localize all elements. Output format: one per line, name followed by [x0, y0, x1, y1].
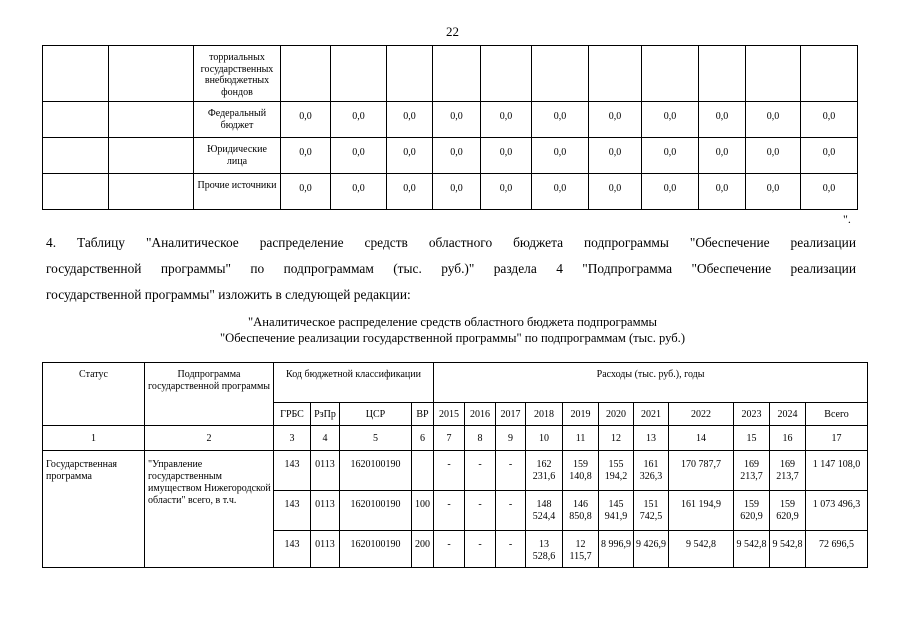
value-cell: 0,0 — [331, 102, 387, 138]
expense-value-cell: 170 787,7 — [669, 451, 734, 491]
header-status: Статус — [43, 363, 145, 426]
csr-cell: 1620100190 — [340, 451, 412, 491]
empty-cell — [43, 46, 109, 102]
column-number: 16 — [770, 426, 806, 451]
expense-value-cell: - — [465, 531, 496, 568]
value-cell — [331, 46, 387, 102]
value-cell — [481, 46, 532, 102]
rzpr-cell: 0113 — [311, 491, 340, 531]
value-cell: 0,0 — [589, 174, 642, 210]
vr-cell: 100 — [412, 491, 434, 531]
value-cell — [589, 46, 642, 102]
header-year: 2021 — [634, 403, 669, 426]
paragraph-line: 4. Таблицу "Аналитическое распределение средств областного бюджета подпрограммы "Обеспечение реализации — [46, 235, 856, 250]
header-grbs: ГРБС — [274, 403, 311, 426]
expense-value-cell: 146 850,8 — [563, 491, 599, 531]
value-cell: 0,0 — [532, 102, 589, 138]
column-number: 11 — [563, 426, 599, 451]
header-year: 2015 — [434, 403, 465, 426]
column-number: 15 — [734, 426, 770, 451]
caption-line: "Аналитическое распределение средств областного бюджета подпрограммы — [247, 315, 658, 329]
column-number: 9 — [496, 426, 526, 451]
expense-value-cell: - — [496, 491, 526, 531]
value-cell: 0,0 — [331, 174, 387, 210]
expense-value-cell: 9 542,8 — [734, 531, 770, 568]
expense-value-cell: - — [434, 531, 465, 568]
table-row — [43, 102, 858, 138]
expense-value-cell: 148 524,4 — [526, 491, 563, 531]
empty-cell — [109, 138, 194, 174]
table-row — [43, 138, 858, 174]
header-budget-code: Код бюджетной классификации — [274, 363, 434, 403]
header-year: 2016 — [465, 403, 496, 426]
funding-source-label: Прочие источники — [194, 174, 281, 210]
grbs-cell: 143 — [274, 531, 311, 568]
value-cell — [801, 46, 858, 102]
expense-value-cell: 161 194,9 — [669, 491, 734, 531]
header-year: 2024 — [770, 403, 806, 426]
funding-source-label: торриальных государственных внебюджетных фондов — [194, 46, 281, 102]
value-cell — [699, 46, 746, 102]
closing-quote: ". — [843, 212, 851, 226]
expense-value-cell: 169 213,7 — [734, 451, 770, 491]
header-csr: ЦСР — [340, 403, 412, 426]
expense-value-cell: 145 941,9 — [599, 491, 634, 531]
caption-line: "Обеспечение реализации государственной программы" по подпрограммам (тыс. руб.) — [219, 331, 686, 345]
expense-value-cell: - — [465, 451, 496, 491]
vr-cell — [412, 451, 434, 491]
value-cell: 0,0 — [433, 102, 481, 138]
header-year: 2017 — [496, 403, 526, 426]
value-cell: 0,0 — [642, 102, 699, 138]
value-cell: 0,0 — [589, 138, 642, 174]
csr-cell: 1620100190 — [340, 491, 412, 531]
value-cell: 0,0 — [699, 102, 746, 138]
page-number: 22 — [446, 24, 459, 39]
expense-value-cell: - — [496, 531, 526, 568]
header-subprogram: Подпрограмма государственной программы — [145, 363, 274, 426]
expense-value-cell: 161 326,3 — [634, 451, 669, 491]
rzpr-cell: 0113 — [311, 531, 340, 568]
funding-sources-table — [42, 45, 858, 210]
expense-value-cell: 12 115,7 — [563, 531, 599, 568]
table-row — [43, 451, 868, 491]
expense-value-cell: - — [434, 451, 465, 491]
header-rzpr: РзПр — [311, 403, 340, 426]
empty-cell — [109, 102, 194, 138]
value-cell: 0,0 — [433, 174, 481, 210]
header-year: 2018 — [526, 403, 563, 426]
expense-value-cell: 9 542,8 — [669, 531, 734, 568]
value-cell: 0,0 — [746, 102, 801, 138]
value-cell: 0,0 — [387, 138, 433, 174]
value-cell: 0,0 — [331, 138, 387, 174]
value-cell: 0,0 — [481, 138, 532, 174]
grbs-cell: 143 — [274, 491, 311, 531]
rzpr-cell: 0113 — [311, 451, 340, 491]
total-cell: 72 696,5 — [806, 531, 868, 568]
value-cell: 0,0 — [699, 174, 746, 210]
funding-source-label: Юридические лица — [194, 138, 281, 174]
value-cell: 0,0 — [801, 138, 858, 174]
value-cell: 0,0 — [387, 174, 433, 210]
value-cell: 0,0 — [801, 174, 858, 210]
value-cell: 0,0 — [642, 174, 699, 210]
expense-value-cell: - — [434, 491, 465, 531]
value-cell: 0,0 — [746, 174, 801, 210]
empty-cell — [109, 174, 194, 210]
paragraph-line: государственной программы" по подпрограммам (тыс. руб.)" раздела 4 "Подпрограмма "Обеспечение реализации — [46, 261, 856, 276]
expense-value-cell: 151 742,5 — [634, 491, 669, 531]
value-cell: 0,0 — [589, 102, 642, 138]
vr-cell: 200 — [412, 531, 434, 568]
column-number: 5 — [340, 426, 412, 451]
expense-value-cell: 8 996,9 — [599, 531, 634, 568]
value-cell: 0,0 — [801, 102, 858, 138]
empty-cell — [43, 174, 109, 210]
expense-value-cell: 9 426,9 — [634, 531, 669, 568]
value-cell: 0,0 — [746, 138, 801, 174]
column-number: 6 — [412, 426, 434, 451]
subprogram-cell: "Управление государственным имуществом Нижегородской области" всего, в т.ч. — [145, 451, 274, 568]
column-number: 1 — [43, 426, 145, 451]
value-cell — [642, 46, 699, 102]
expense-value-cell: - — [496, 451, 526, 491]
grbs-cell: 143 — [274, 451, 311, 491]
budget-distribution-table — [42, 362, 868, 568]
status-cell: Государственная программа — [43, 451, 145, 568]
value-cell: 0,0 — [387, 102, 433, 138]
value-cell — [746, 46, 801, 102]
expense-value-cell: 159 620,9 — [734, 491, 770, 531]
value-cell: 0,0 — [481, 174, 532, 210]
value-cell — [433, 46, 481, 102]
header-expenses: Расходы (тыс. руб.), годы — [434, 363, 868, 403]
expense-value-cell: 159 620,9 — [770, 491, 806, 531]
column-number: 4 — [311, 426, 340, 451]
value-cell: 0,0 — [281, 138, 331, 174]
body-paragraph — [46, 230, 856, 308]
expense-value-cell: 155 194,2 — [599, 451, 634, 491]
table-row — [43, 46, 858, 102]
funding-source-label: Федеральный бюджет — [194, 102, 281, 138]
value-cell: 0,0 — [642, 138, 699, 174]
column-number: 17 — [806, 426, 868, 451]
value-cell: 0,0 — [532, 174, 589, 210]
table-caption — [0, 314, 905, 346]
empty-cell — [109, 46, 194, 102]
value-cell — [387, 46, 433, 102]
table-row — [43, 174, 858, 210]
paragraph-line: государственной программы" изложить в следующей редакции: — [46, 287, 411, 302]
column-number: 7 — [434, 426, 465, 451]
column-number: 14 — [669, 426, 734, 451]
header-year: 2020 — [599, 403, 634, 426]
total-cell: 1 147 108,0 — [806, 451, 868, 491]
csr-cell: 1620100190 — [340, 531, 412, 568]
value-cell: 0,0 — [532, 138, 589, 174]
expense-value-cell: 162 231,6 — [526, 451, 563, 491]
expense-value-cell: 9 542,8 — [770, 531, 806, 568]
header-total: Всего — [806, 403, 868, 426]
value-cell — [532, 46, 589, 102]
value-cell: 0,0 — [699, 138, 746, 174]
empty-cell — [43, 138, 109, 174]
value-cell — [281, 46, 331, 102]
column-number: 10 — [526, 426, 563, 451]
value-cell: 0,0 — [281, 102, 331, 138]
column-number: 3 — [274, 426, 311, 451]
column-number: 8 — [465, 426, 496, 451]
value-cell: 0,0 — [433, 138, 481, 174]
expense-value-cell: - — [465, 491, 496, 531]
column-number: 2 — [145, 426, 274, 451]
empty-cell — [43, 102, 109, 138]
header-year: 2023 — [734, 403, 770, 426]
expense-value-cell: 13 528,6 — [526, 531, 563, 568]
value-cell: 0,0 — [281, 174, 331, 210]
header-vr: ВР — [412, 403, 434, 426]
value-cell: 0,0 — [481, 102, 532, 138]
total-cell: 1 073 496,3 — [806, 491, 868, 531]
expense-value-cell: 159 140,8 — [563, 451, 599, 491]
column-number: 12 — [599, 426, 634, 451]
header-year: 2019 — [563, 403, 599, 426]
expense-value-cell: 169 213,7 — [770, 451, 806, 491]
header-year: 2022 — [669, 403, 734, 426]
column-number: 13 — [634, 426, 669, 451]
